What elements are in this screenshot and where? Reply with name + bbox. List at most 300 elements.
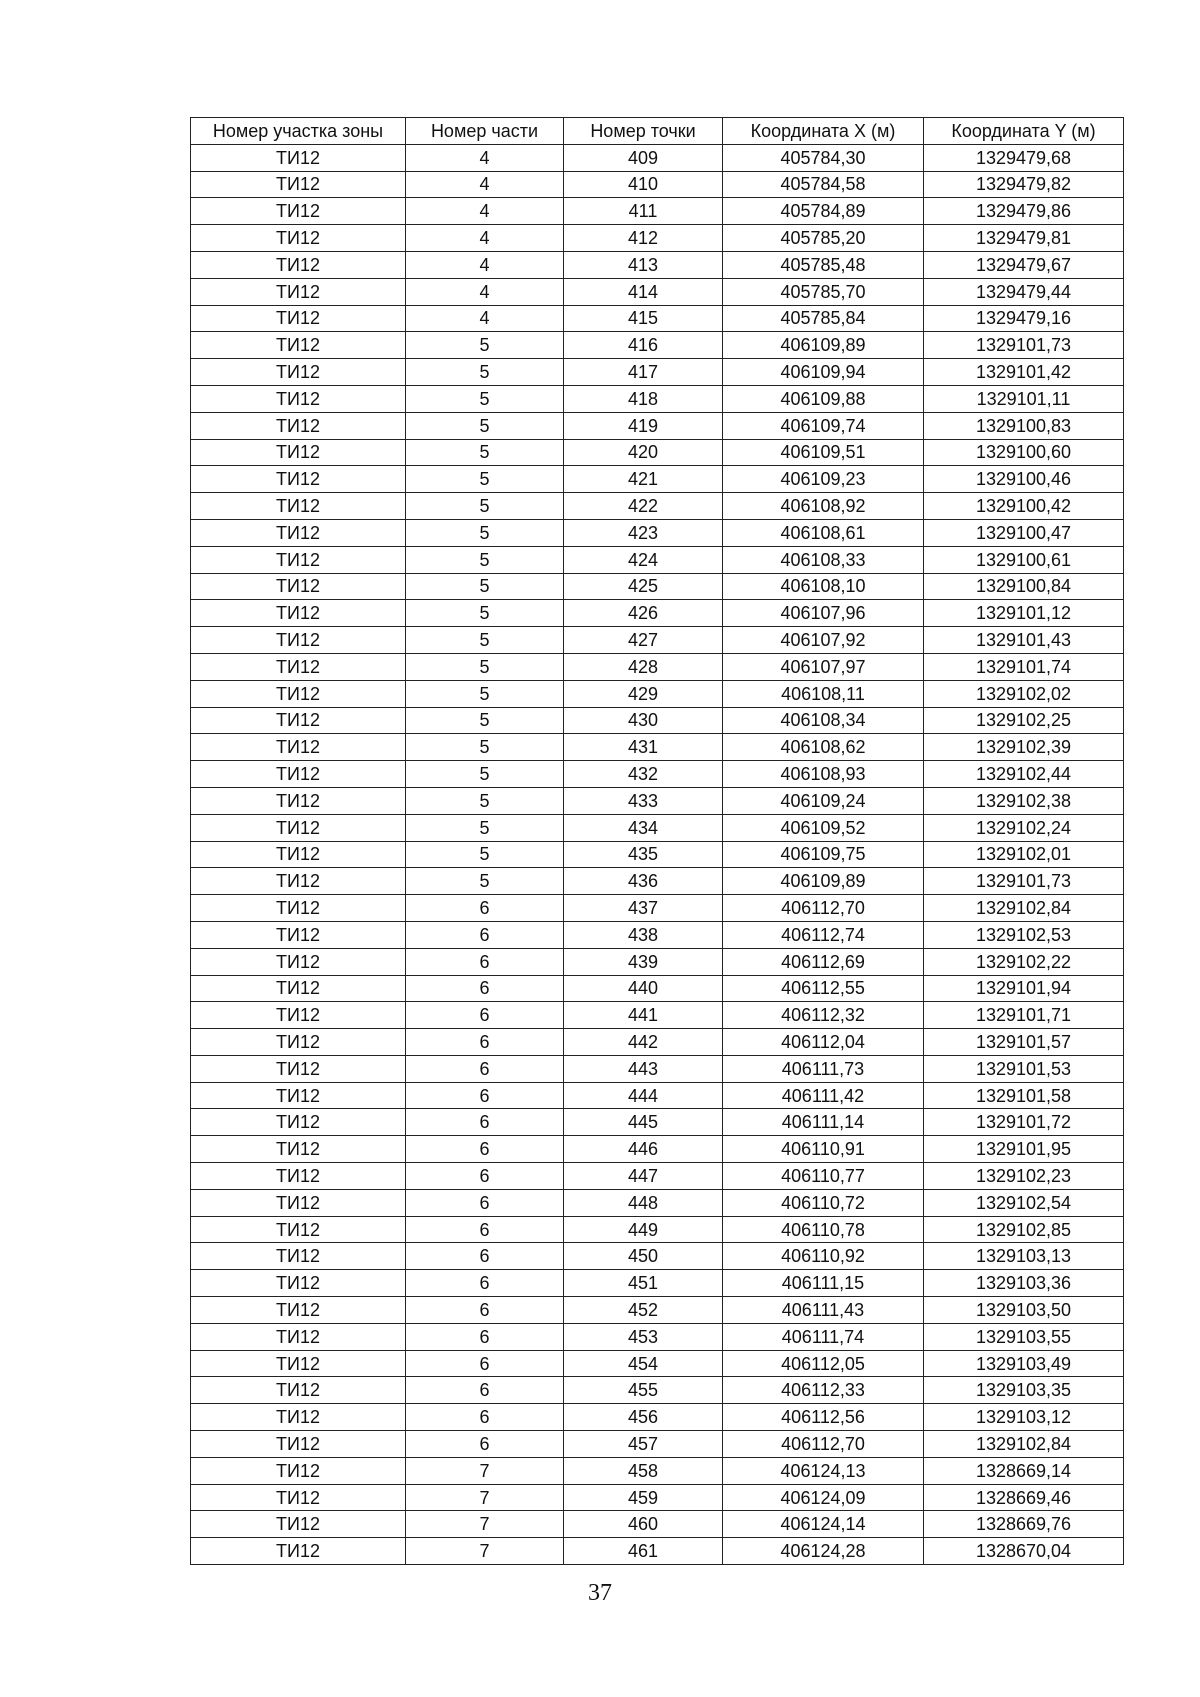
table-row xyxy=(191,1216,1124,1243)
cell-zone-section: ТИ12 xyxy=(191,1323,406,1350)
table-row xyxy=(191,332,1124,359)
table-row xyxy=(191,1457,1124,1484)
cell-coordinate-y: 1329101,95 xyxy=(924,1136,1124,1163)
table-row xyxy=(191,1163,1124,1190)
cell-part-number: 5 xyxy=(406,359,564,386)
table-row xyxy=(191,251,1124,278)
cell-part-number: 5 xyxy=(406,385,564,412)
cell-zone-section: ТИ12 xyxy=(191,1243,406,1270)
cell-zone-section: ТИ12 xyxy=(191,895,406,922)
cell-coordinate-x: 406110,77 xyxy=(723,1163,924,1190)
header-coordinate-y: Координата Y (м) xyxy=(924,118,1124,145)
cell-coordinate-y: 1329479,16 xyxy=(924,305,1124,332)
cell-point-number: 459 xyxy=(564,1484,723,1511)
cell-coordinate-x: 406109,88 xyxy=(723,385,924,412)
cell-point-number: 432 xyxy=(564,761,723,788)
cell-coordinate-x: 406124,09 xyxy=(723,1484,924,1511)
cell-coordinate-x: 406109,24 xyxy=(723,787,924,814)
cell-coordinate-x: 405785,20 xyxy=(723,225,924,252)
cell-coordinate-x: 406111,42 xyxy=(723,1082,924,1109)
cell-coordinate-x: 406111,43 xyxy=(723,1297,924,1324)
coordinates-table xyxy=(190,117,1124,1565)
cell-zone-section: ТИ12 xyxy=(191,1109,406,1136)
cell-part-number: 5 xyxy=(406,439,564,466)
cell-point-number: 450 xyxy=(564,1243,723,1270)
cell-point-number: 448 xyxy=(564,1189,723,1216)
table-row xyxy=(191,278,1124,305)
cell-point-number: 445 xyxy=(564,1109,723,1136)
table-row xyxy=(191,1109,1124,1136)
header-zone-section: Номер участка зоны xyxy=(191,118,406,145)
cell-coordinate-x: 406112,55 xyxy=(723,975,924,1002)
cell-part-number: 6 xyxy=(406,1002,564,1029)
cell-coordinate-y: 1329102,24 xyxy=(924,814,1124,841)
cell-coordinate-y: 1329101,42 xyxy=(924,359,1124,386)
cell-coordinate-x: 406112,56 xyxy=(723,1404,924,1431)
cell-coordinate-y: 1329479,67 xyxy=(924,251,1124,278)
cell-coordinate-y: 1329101,12 xyxy=(924,600,1124,627)
cell-coordinate-x: 406109,23 xyxy=(723,466,924,493)
cell-point-number: 438 xyxy=(564,921,723,948)
cell-zone-section: ТИ12 xyxy=(191,1377,406,1404)
cell-part-number: 6 xyxy=(406,1136,564,1163)
cell-zone-section: ТИ12 xyxy=(191,519,406,546)
table-row xyxy=(191,734,1124,761)
cell-coordinate-y: 1329102,44 xyxy=(924,761,1124,788)
cell-coordinate-y: 1329100,84 xyxy=(924,573,1124,600)
cell-zone-section: ТИ12 xyxy=(191,1082,406,1109)
cell-coordinate-x: 406109,52 xyxy=(723,814,924,841)
cell-coordinate-y: 1329100,83 xyxy=(924,412,1124,439)
cell-zone-section: ТИ12 xyxy=(191,787,406,814)
cell-coordinate-x: 406112,70 xyxy=(723,1431,924,1458)
cell-coordinate-y: 1329102,85 xyxy=(924,1216,1124,1243)
table-row xyxy=(191,1511,1124,1538)
cell-part-number: 6 xyxy=(406,1216,564,1243)
cell-point-number: 458 xyxy=(564,1457,723,1484)
cell-part-number: 5 xyxy=(406,734,564,761)
cell-part-number: 4 xyxy=(406,198,564,225)
cell-point-number: 449 xyxy=(564,1216,723,1243)
table-row xyxy=(191,439,1124,466)
cell-zone-section: ТИ12 xyxy=(191,600,406,627)
cell-point-number: 411 xyxy=(564,198,723,225)
cell-part-number: 6 xyxy=(406,1270,564,1297)
cell-coordinate-y: 1329102,54 xyxy=(924,1189,1124,1216)
cell-coordinate-x: 406109,51 xyxy=(723,439,924,466)
cell-coordinate-x: 406124,13 xyxy=(723,1457,924,1484)
cell-coordinate-y: 1329102,25 xyxy=(924,707,1124,734)
cell-zone-section: ТИ12 xyxy=(191,1055,406,1082)
cell-part-number: 5 xyxy=(406,519,564,546)
cell-point-number: 435 xyxy=(564,841,723,868)
cell-zone-section: ТИ12 xyxy=(191,1350,406,1377)
cell-point-number: 444 xyxy=(564,1082,723,1109)
cell-point-number: 460 xyxy=(564,1511,723,1538)
cell-coordinate-x: 405785,70 xyxy=(723,278,924,305)
cell-point-number: 421 xyxy=(564,466,723,493)
cell-point-number: 428 xyxy=(564,653,723,680)
cell-coordinate-x: 406112,05 xyxy=(723,1350,924,1377)
cell-coordinate-x: 406108,62 xyxy=(723,734,924,761)
cell-coordinate-y: 1329100,47 xyxy=(924,519,1124,546)
cell-coordinate-y: 1329100,60 xyxy=(924,439,1124,466)
cell-zone-section: ТИ12 xyxy=(191,1136,406,1163)
cell-coordinate-y: 1329101,53 xyxy=(924,1055,1124,1082)
table-row xyxy=(191,787,1124,814)
table-row xyxy=(191,1323,1124,1350)
cell-coordinate-y: 1329102,53 xyxy=(924,921,1124,948)
cell-part-number: 6 xyxy=(406,1029,564,1056)
cell-point-number: 422 xyxy=(564,493,723,520)
table-row xyxy=(191,1136,1124,1163)
cell-zone-section: ТИ12 xyxy=(191,1002,406,1029)
table-row xyxy=(191,627,1124,654)
table-row xyxy=(191,921,1124,948)
header-coordinate-x: Координата X (м) xyxy=(723,118,924,145)
cell-zone-section: ТИ12 xyxy=(191,975,406,1002)
table-row xyxy=(191,895,1124,922)
cell-part-number: 5 xyxy=(406,466,564,493)
cell-point-number: 431 xyxy=(564,734,723,761)
cell-part-number: 6 xyxy=(406,1109,564,1136)
table-body xyxy=(191,144,1124,1564)
cell-zone-section: ТИ12 xyxy=(191,278,406,305)
cell-coordinate-y: 1329101,74 xyxy=(924,653,1124,680)
cell-zone-section: ТИ12 xyxy=(191,251,406,278)
cell-coordinate-y: 1329103,13 xyxy=(924,1243,1124,1270)
table-row xyxy=(191,519,1124,546)
cell-part-number: 5 xyxy=(406,761,564,788)
cell-zone-section: ТИ12 xyxy=(191,1216,406,1243)
cell-part-number: 5 xyxy=(406,653,564,680)
table-row xyxy=(191,466,1124,493)
cell-coordinate-y: 1329479,86 xyxy=(924,198,1124,225)
cell-coordinate-x: 406112,70 xyxy=(723,895,924,922)
cell-zone-section: ТИ12 xyxy=(191,144,406,171)
cell-zone-section: ТИ12 xyxy=(191,1511,406,1538)
cell-zone-section: ТИ12 xyxy=(191,412,406,439)
cell-zone-section: ТИ12 xyxy=(191,921,406,948)
table-row xyxy=(191,868,1124,895)
cell-part-number: 5 xyxy=(406,412,564,439)
cell-coordinate-x: 406108,92 xyxy=(723,493,924,520)
cell-part-number: 4 xyxy=(406,171,564,198)
cell-point-number: 413 xyxy=(564,251,723,278)
cell-coordinate-y: 1329102,84 xyxy=(924,1431,1124,1458)
cell-point-number: 415 xyxy=(564,305,723,332)
cell-point-number: 440 xyxy=(564,975,723,1002)
cell-point-number: 443 xyxy=(564,1055,723,1082)
cell-zone-section: ТИ12 xyxy=(191,1029,406,1056)
cell-zone-section: ТИ12 xyxy=(191,841,406,868)
cell-zone-section: ТИ12 xyxy=(191,493,406,520)
table-row xyxy=(191,975,1124,1002)
cell-zone-section: ТИ12 xyxy=(191,1270,406,1297)
cell-point-number: 442 xyxy=(564,1029,723,1056)
cell-coordinate-y: 1329103,12 xyxy=(924,1404,1124,1431)
cell-coordinate-x: 406108,34 xyxy=(723,707,924,734)
cell-part-number: 4 xyxy=(406,225,564,252)
cell-coordinate-y: 1329101,94 xyxy=(924,975,1124,1002)
table-row xyxy=(191,814,1124,841)
cell-coordinate-y: 1328669,76 xyxy=(924,1511,1124,1538)
cell-point-number: 437 xyxy=(564,895,723,922)
cell-point-number: 410 xyxy=(564,171,723,198)
cell-point-number: 423 xyxy=(564,519,723,546)
cell-coordinate-y: 1329100,61 xyxy=(924,546,1124,573)
cell-coordinate-y: 1329103,55 xyxy=(924,1323,1124,1350)
cell-coordinate-y: 1329101,73 xyxy=(924,332,1124,359)
cell-zone-section: ТИ12 xyxy=(191,868,406,895)
cell-part-number: 6 xyxy=(406,1189,564,1216)
cell-coordinate-y: 1329102,22 xyxy=(924,948,1124,975)
table-row xyxy=(191,1377,1124,1404)
cell-coordinate-x: 406107,92 xyxy=(723,627,924,654)
cell-point-number: 433 xyxy=(564,787,723,814)
cell-coordinate-x: 406112,32 xyxy=(723,1002,924,1029)
cell-point-number: 461 xyxy=(564,1538,723,1565)
table-row xyxy=(191,1350,1124,1377)
cell-coordinate-x: 406107,97 xyxy=(723,653,924,680)
cell-part-number: 6 xyxy=(406,1377,564,1404)
table-row xyxy=(191,1002,1124,1029)
cell-coordinate-y: 1329102,02 xyxy=(924,680,1124,707)
cell-coordinate-x: 406108,33 xyxy=(723,546,924,573)
table-row xyxy=(191,171,1124,198)
cell-coordinate-x: 405784,89 xyxy=(723,198,924,225)
cell-part-number: 5 xyxy=(406,493,564,520)
cell-coordinate-y: 1329479,81 xyxy=(924,225,1124,252)
table-row xyxy=(191,1029,1124,1056)
table-row xyxy=(191,1297,1124,1324)
table-row xyxy=(191,412,1124,439)
cell-point-number: 412 xyxy=(564,225,723,252)
cell-zone-section: ТИ12 xyxy=(191,761,406,788)
cell-coordinate-y: 1329103,36 xyxy=(924,1270,1124,1297)
table-row xyxy=(191,761,1124,788)
cell-zone-section: ТИ12 xyxy=(191,680,406,707)
cell-zone-section: ТИ12 xyxy=(191,359,406,386)
cell-coordinate-y: 1328669,14 xyxy=(924,1457,1124,1484)
cell-point-number: 436 xyxy=(564,868,723,895)
table-row xyxy=(191,493,1124,520)
cell-part-number: 7 xyxy=(406,1484,564,1511)
cell-coordinate-y: 1329102,84 xyxy=(924,895,1124,922)
cell-coordinate-x: 406112,69 xyxy=(723,948,924,975)
cell-point-number: 452 xyxy=(564,1297,723,1324)
table-row xyxy=(191,546,1124,573)
cell-coordinate-y: 1329100,42 xyxy=(924,493,1124,520)
cell-coordinate-y: 1329102,23 xyxy=(924,1163,1124,1190)
cell-point-number: 417 xyxy=(564,359,723,386)
cell-coordinate-x: 406107,96 xyxy=(723,600,924,627)
cell-point-number: 429 xyxy=(564,680,723,707)
table-row xyxy=(191,1404,1124,1431)
cell-point-number: 419 xyxy=(564,412,723,439)
cell-coordinate-x: 406111,73 xyxy=(723,1055,924,1082)
cell-part-number: 7 xyxy=(406,1511,564,1538)
cell-part-number: 4 xyxy=(406,278,564,305)
cell-part-number: 6 xyxy=(406,975,564,1002)
cell-point-number: 424 xyxy=(564,546,723,573)
table-row xyxy=(191,1082,1124,1109)
table-row xyxy=(191,385,1124,412)
cell-coordinate-y: 1329103,50 xyxy=(924,1297,1124,1324)
cell-point-number: 455 xyxy=(564,1377,723,1404)
table-row xyxy=(191,1189,1124,1216)
cell-zone-section: ТИ12 xyxy=(191,385,406,412)
table-row xyxy=(191,680,1124,707)
cell-point-number: 414 xyxy=(564,278,723,305)
table-row xyxy=(191,1270,1124,1297)
cell-coordinate-x: 406111,14 xyxy=(723,1109,924,1136)
cell-part-number: 6 xyxy=(406,1055,564,1082)
table-row xyxy=(191,1243,1124,1270)
cell-coordinate-x: 406124,14 xyxy=(723,1511,924,1538)
cell-zone-section: ТИ12 xyxy=(191,466,406,493)
cell-coordinate-x: 406110,72 xyxy=(723,1189,924,1216)
cell-coordinate-y: 1329100,46 xyxy=(924,466,1124,493)
header-point-number: Номер точки xyxy=(564,118,723,145)
cell-coordinate-y: 1329101,57 xyxy=(924,1029,1124,1056)
cell-part-number: 6 xyxy=(406,1243,564,1270)
cell-point-number: 451 xyxy=(564,1270,723,1297)
cell-part-number: 5 xyxy=(406,707,564,734)
cell-zone-section: ТИ12 xyxy=(191,653,406,680)
cell-part-number: 4 xyxy=(406,251,564,278)
cell-zone-section: ТИ12 xyxy=(191,1189,406,1216)
cell-coordinate-x: 405784,30 xyxy=(723,144,924,171)
cell-zone-section: ТИ12 xyxy=(191,1457,406,1484)
cell-part-number: 6 xyxy=(406,1404,564,1431)
cell-zone-section: ТИ12 xyxy=(191,332,406,359)
cell-part-number: 7 xyxy=(406,1538,564,1565)
cell-coordinate-x: 406110,92 xyxy=(723,1243,924,1270)
cell-zone-section: ТИ12 xyxy=(191,573,406,600)
cell-coordinate-x: 406109,74 xyxy=(723,412,924,439)
cell-coordinate-x: 406108,61 xyxy=(723,519,924,546)
cell-part-number: 6 xyxy=(406,1350,564,1377)
cell-zone-section: ТИ12 xyxy=(191,948,406,975)
cell-point-number: 426 xyxy=(564,600,723,627)
cell-coordinate-y: 1329101,72 xyxy=(924,1109,1124,1136)
cell-coordinate-y: 1329479,82 xyxy=(924,171,1124,198)
cell-zone-section: ТИ12 xyxy=(191,1163,406,1190)
cell-part-number: 6 xyxy=(406,1323,564,1350)
cell-part-number: 6 xyxy=(406,895,564,922)
cell-coordinate-x: 406109,89 xyxy=(723,332,924,359)
cell-zone-section: ТИ12 xyxy=(191,171,406,198)
cell-zone-section: ТИ12 xyxy=(191,814,406,841)
cell-coordinate-y: 1329102,38 xyxy=(924,787,1124,814)
cell-coordinate-y: 1329103,49 xyxy=(924,1350,1124,1377)
cell-point-number: 418 xyxy=(564,385,723,412)
cell-part-number: 7 xyxy=(406,1457,564,1484)
cell-point-number: 456 xyxy=(564,1404,723,1431)
cell-zone-section: ТИ12 xyxy=(191,1484,406,1511)
cell-coordinate-x: 406124,28 xyxy=(723,1538,924,1565)
cell-coordinate-x: 406110,78 xyxy=(723,1216,924,1243)
table-row xyxy=(191,600,1124,627)
cell-point-number: 409 xyxy=(564,144,723,171)
cell-point-number: 446 xyxy=(564,1136,723,1163)
cell-part-number: 5 xyxy=(406,627,564,654)
cell-coordinate-x: 406112,74 xyxy=(723,921,924,948)
table-row xyxy=(191,948,1124,975)
cell-coordinate-y: 1329101,73 xyxy=(924,868,1124,895)
cell-zone-section: ТИ12 xyxy=(191,225,406,252)
cell-zone-section: ТИ12 xyxy=(191,1538,406,1565)
cell-point-number: 454 xyxy=(564,1350,723,1377)
cell-zone-section: ТИ12 xyxy=(191,439,406,466)
cell-point-number: 416 xyxy=(564,332,723,359)
cell-coordinate-y: 1329101,71 xyxy=(924,1002,1124,1029)
cell-point-number: 425 xyxy=(564,573,723,600)
cell-coordinate-x: 406109,75 xyxy=(723,841,924,868)
cell-zone-section: ТИ12 xyxy=(191,198,406,225)
cell-part-number: 4 xyxy=(406,144,564,171)
cell-part-number: 5 xyxy=(406,868,564,895)
cell-coordinate-y: 1328670,04 xyxy=(924,1538,1124,1565)
cell-part-number: 5 xyxy=(406,332,564,359)
cell-point-number: 453 xyxy=(564,1323,723,1350)
cell-part-number: 5 xyxy=(406,573,564,600)
cell-point-number: 439 xyxy=(564,948,723,975)
cell-coordinate-y: 1329101,11 xyxy=(924,385,1124,412)
table-row xyxy=(191,1055,1124,1082)
cell-zone-section: ТИ12 xyxy=(191,734,406,761)
cell-part-number: 6 xyxy=(406,1297,564,1324)
cell-coordinate-y: 1329102,01 xyxy=(924,841,1124,868)
cell-coordinate-y: 1329479,44 xyxy=(924,278,1124,305)
cell-coordinate-x: 405784,58 xyxy=(723,171,924,198)
cell-point-number: 457 xyxy=(564,1431,723,1458)
cell-coordinate-x: 406108,11 xyxy=(723,680,924,707)
table-row xyxy=(191,653,1124,680)
table-row xyxy=(191,359,1124,386)
table-row xyxy=(191,225,1124,252)
cell-part-number: 6 xyxy=(406,921,564,948)
cell-part-number: 5 xyxy=(406,546,564,573)
cell-coordinate-y: 1329103,35 xyxy=(924,1377,1124,1404)
cell-part-number: 6 xyxy=(406,1163,564,1190)
cell-zone-section: ТИ12 xyxy=(191,1431,406,1458)
table-row xyxy=(191,841,1124,868)
table-row xyxy=(191,573,1124,600)
cell-coordinate-y: 1329102,39 xyxy=(924,734,1124,761)
table-row xyxy=(191,707,1124,734)
table-row xyxy=(191,1538,1124,1565)
cell-zone-section: ТИ12 xyxy=(191,707,406,734)
cell-part-number: 6 xyxy=(406,948,564,975)
cell-coordinate-x: 406111,74 xyxy=(723,1323,924,1350)
cell-coordinate-x: 405785,84 xyxy=(723,305,924,332)
table-row xyxy=(191,1484,1124,1511)
cell-part-number: 5 xyxy=(406,680,564,707)
cell-part-number: 6 xyxy=(406,1082,564,1109)
cell-part-number: 4 xyxy=(406,305,564,332)
cell-coordinate-x: 405785,48 xyxy=(723,251,924,278)
cell-point-number: 447 xyxy=(564,1163,723,1190)
cell-point-number: 434 xyxy=(564,814,723,841)
cell-point-number: 441 xyxy=(564,1002,723,1029)
cell-part-number: 5 xyxy=(406,787,564,814)
cell-coordinate-y: 1328669,46 xyxy=(924,1484,1124,1511)
cell-part-number: 5 xyxy=(406,841,564,868)
cell-coordinate-x: 406110,91 xyxy=(723,1136,924,1163)
cell-coordinate-x: 406108,10 xyxy=(723,573,924,600)
